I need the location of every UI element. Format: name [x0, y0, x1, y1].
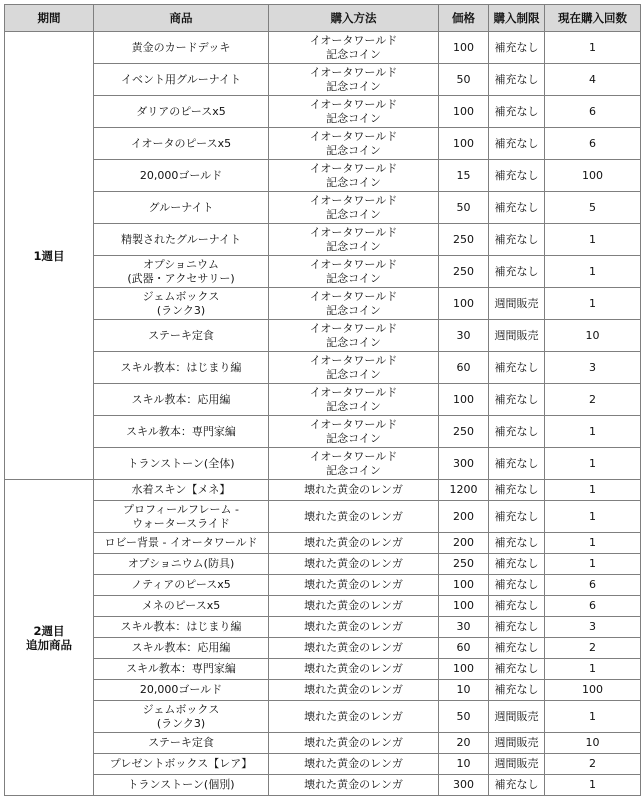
price-cell: 200 — [439, 501, 489, 533]
price-cell: 300 — [439, 448, 489, 480]
count-cell: 2 — [545, 384, 641, 416]
table-row — [5, 64, 641, 96]
header-row — [5, 5, 641, 32]
table-row — [5, 160, 641, 192]
item-cell: ステーキ定食 — [94, 320, 269, 352]
limit-cell: 補充なし — [489, 480, 545, 501]
price-cell: 100 — [439, 384, 489, 416]
item-cell: イベント用グルーナイト — [94, 64, 269, 96]
table-row — [5, 224, 641, 256]
item-cell: プロフィールフレーム - ウォータースライド — [94, 501, 269, 533]
item-cell: ノティアのピースx5 — [94, 575, 269, 596]
table-row — [5, 32, 641, 64]
method-cell: 壊れた黄金のレンガ — [269, 554, 439, 575]
price-cell: 10 — [439, 754, 489, 775]
count-cell: 2 — [545, 754, 641, 775]
method-cell: 壊れた黄金のレンガ — [269, 480, 439, 501]
method-cell: イオータワールド 記念コイン — [269, 64, 439, 96]
method-cell: 壊れた黄金のレンガ — [269, 501, 439, 533]
count-cell: 1 — [545, 224, 641, 256]
item-cell: グルーナイト — [94, 192, 269, 224]
method-cell: イオータワールド 記念コイン — [269, 128, 439, 160]
item-cell: メネのピースx5 — [94, 596, 269, 617]
limit-cell: 補充なし — [489, 192, 545, 224]
count-cell: 6 — [545, 596, 641, 617]
item-cell: 20,000ゴールド — [94, 680, 269, 701]
table-row — [5, 128, 641, 160]
count-cell: 1 — [545, 288, 641, 320]
count-cell: 6 — [545, 575, 641, 596]
method-cell: イオータワールド 記念コイン — [269, 288, 439, 320]
item-cell: スキル教本：はじまり編 — [94, 352, 269, 384]
item-cell: ダリアのピースx5 — [94, 96, 269, 128]
limit-cell: 補充なし — [489, 224, 545, 256]
price-cell: 30 — [439, 617, 489, 638]
count-cell: 6 — [545, 128, 641, 160]
table-row — [5, 448, 641, 480]
count-cell: 5 — [545, 192, 641, 224]
table-row — [5, 638, 641, 659]
price-cell: 100 — [439, 596, 489, 617]
table-row — [5, 775, 641, 796]
method-cell: イオータワールド 記念コイン — [269, 352, 439, 384]
table-row — [5, 320, 641, 352]
limit-cell: 補充なし — [489, 659, 545, 680]
count-cell: 10 — [545, 733, 641, 754]
limit-cell: 週間販売 — [489, 320, 545, 352]
method-cell: イオータワールド 記念コイン — [269, 32, 439, 64]
header-count: 現在購入回数 — [545, 5, 641, 32]
count-cell: 1 — [545, 533, 641, 554]
table-row — [5, 501, 641, 533]
item-cell: 黄金のカードデッキ — [94, 32, 269, 64]
limit-cell: 補充なし — [489, 775, 545, 796]
table-row — [5, 733, 641, 754]
limit-cell: 補充なし — [489, 501, 545, 533]
table-row — [5, 480, 641, 501]
method-cell: イオータワールド 記念コイン — [269, 320, 439, 352]
limit-cell: 補充なし — [489, 128, 545, 160]
shop-table — [4, 4, 641, 796]
table-row — [5, 256, 641, 288]
limit-cell: 補充なし — [489, 596, 545, 617]
count-cell: 1 — [545, 554, 641, 575]
limit-cell: 補充なし — [489, 32, 545, 64]
price-cell: 50 — [439, 701, 489, 733]
item-cell: オプショニウム (武器・アクセサリー) — [94, 256, 269, 288]
limit-cell: 補充なし — [489, 256, 545, 288]
table-row — [5, 384, 641, 416]
item-cell: ステーキ定食 — [94, 733, 269, 754]
price-cell: 250 — [439, 256, 489, 288]
limit-cell: 補充なし — [489, 64, 545, 96]
limit-cell: 週間販売 — [489, 701, 545, 733]
week2-period-cell: 2週目 追加商品 — [5, 480, 94, 796]
price-cell: 100 — [439, 96, 489, 128]
item-cell: スキル教本：応用編 — [94, 638, 269, 659]
count-cell: 3 — [545, 617, 641, 638]
header-limit: 購入制限 — [489, 5, 545, 32]
header-method: 購入方法 — [269, 5, 439, 32]
price-cell: 60 — [439, 638, 489, 659]
price-cell: 100 — [439, 32, 489, 64]
method-cell: 壊れた黄金のレンガ — [269, 533, 439, 554]
count-cell: 1 — [545, 480, 641, 501]
method-cell: 壊れた黄金のレンガ — [269, 754, 439, 775]
table-row — [5, 659, 641, 680]
table-body — [5, 32, 641, 796]
method-cell: 壊れた黄金のレンガ — [269, 596, 439, 617]
price-cell: 20 — [439, 733, 489, 754]
limit-cell: 補充なし — [489, 575, 545, 596]
count-cell: 1 — [545, 256, 641, 288]
limit-cell: 週間販売 — [489, 733, 545, 754]
table-row — [5, 96, 641, 128]
limit-cell: 補充なし — [489, 416, 545, 448]
method-cell: イオータワールド 記念コイン — [269, 384, 439, 416]
method-cell: 壊れた黄金のレンガ — [269, 701, 439, 733]
price-cell: 15 — [439, 160, 489, 192]
method-cell: イオータワールド 記念コイン — [269, 96, 439, 128]
item-cell: ジェムボックス (ランク3) — [94, 288, 269, 320]
limit-cell: 週間販売 — [489, 288, 545, 320]
price-cell: 100 — [439, 288, 489, 320]
count-cell: 1 — [545, 32, 641, 64]
count-cell: 100 — [545, 160, 641, 192]
method-cell: イオータワールド 記念コイン — [269, 448, 439, 480]
header-price: 価格 — [439, 5, 489, 32]
method-cell: イオータワールド 記念コイン — [269, 192, 439, 224]
count-cell: 6 — [545, 96, 641, 128]
limit-cell: 補充なし — [489, 638, 545, 659]
method-cell: イオータワールド 記念コイン — [269, 416, 439, 448]
item-cell: トランストーン(個別) — [94, 775, 269, 796]
table-row — [5, 680, 641, 701]
count-cell: 3 — [545, 352, 641, 384]
limit-cell: 補充なし — [489, 352, 545, 384]
price-cell: 60 — [439, 352, 489, 384]
table-row — [5, 617, 641, 638]
table-row — [5, 288, 641, 320]
table-row — [5, 754, 641, 775]
table-row — [5, 596, 641, 617]
count-cell: 10 — [545, 320, 641, 352]
limit-cell: 補充なし — [489, 160, 545, 192]
limit-cell: 補充なし — [489, 533, 545, 554]
method-cell: 壊れた黄金のレンガ — [269, 733, 439, 754]
item-cell: スキル教本：専門家編 — [94, 416, 269, 448]
count-cell: 1 — [545, 416, 641, 448]
limit-cell: 補充なし — [489, 448, 545, 480]
item-cell: スキル教本：はじまり編 — [94, 617, 269, 638]
price-cell: 300 — [439, 775, 489, 796]
method-cell: イオータワールド 記念コイン — [269, 224, 439, 256]
price-cell: 100 — [439, 575, 489, 596]
price-cell: 30 — [439, 320, 489, 352]
item-cell: 水着スキン【メネ】 — [94, 480, 269, 501]
item-cell: トランストーン(全体) — [94, 448, 269, 480]
count-cell: 4 — [545, 64, 641, 96]
table-row — [5, 575, 641, 596]
item-cell: ジェムボックス (ランク3) — [94, 701, 269, 733]
method-cell: イオータワールド 記念コイン — [269, 256, 439, 288]
limit-cell: 補充なし — [489, 384, 545, 416]
method-cell: 壊れた黄金のレンガ — [269, 680, 439, 701]
table-row — [5, 533, 641, 554]
count-cell: 1 — [545, 501, 641, 533]
method-cell: イオータワールド 記念コイン — [269, 160, 439, 192]
item-cell: 精製されたグルーナイト — [94, 224, 269, 256]
method-cell: 壊れた黄金のレンガ — [269, 638, 439, 659]
price-cell: 250 — [439, 554, 489, 575]
item-cell: ロビー背景 - イオータワールド — [94, 533, 269, 554]
method-cell: 壊れた黄金のレンガ — [269, 575, 439, 596]
count-cell: 1 — [545, 448, 641, 480]
table-row — [5, 352, 641, 384]
item-cell: プレゼントボックス【レア】 — [94, 754, 269, 775]
price-cell: 1200 — [439, 480, 489, 501]
count-cell: 1 — [545, 701, 641, 733]
count-cell: 1 — [545, 775, 641, 796]
price-cell: 250 — [439, 224, 489, 256]
count-cell: 2 — [545, 638, 641, 659]
item-cell: オプショニウム(防具) — [94, 554, 269, 575]
limit-cell: 補充なし — [489, 554, 545, 575]
header-period: 期間 — [5, 5, 94, 32]
table-row — [5, 554, 641, 575]
price-cell: 200 — [439, 533, 489, 554]
price-cell: 50 — [439, 192, 489, 224]
limit-cell: 補充なし — [489, 680, 545, 701]
count-cell: 1 — [545, 659, 641, 680]
item-cell: スキル教本：応用編 — [94, 384, 269, 416]
table-row — [5, 701, 641, 733]
table-row — [5, 416, 641, 448]
method-cell: 壊れた黄金のレンガ — [269, 659, 439, 680]
limit-cell: 補充なし — [489, 96, 545, 128]
price-cell: 50 — [439, 64, 489, 96]
count-cell: 100 — [545, 680, 641, 701]
item-cell: イオータのピースx5 — [94, 128, 269, 160]
limit-cell: 週間販売 — [489, 754, 545, 775]
table-row — [5, 192, 641, 224]
header-item: 商品 — [94, 5, 269, 32]
price-cell: 100 — [439, 128, 489, 160]
method-cell: 壊れた黄金のレンガ — [269, 617, 439, 638]
price-cell: 250 — [439, 416, 489, 448]
price-cell: 10 — [439, 680, 489, 701]
method-cell: 壊れた黄金のレンガ — [269, 775, 439, 796]
item-cell: 20,000ゴールド — [94, 160, 269, 192]
limit-cell: 補充なし — [489, 617, 545, 638]
price-cell: 100 — [439, 659, 489, 680]
week1-period-cell: 1週目 — [5, 32, 94, 480]
item-cell: スキル教本：専門家編 — [94, 659, 269, 680]
